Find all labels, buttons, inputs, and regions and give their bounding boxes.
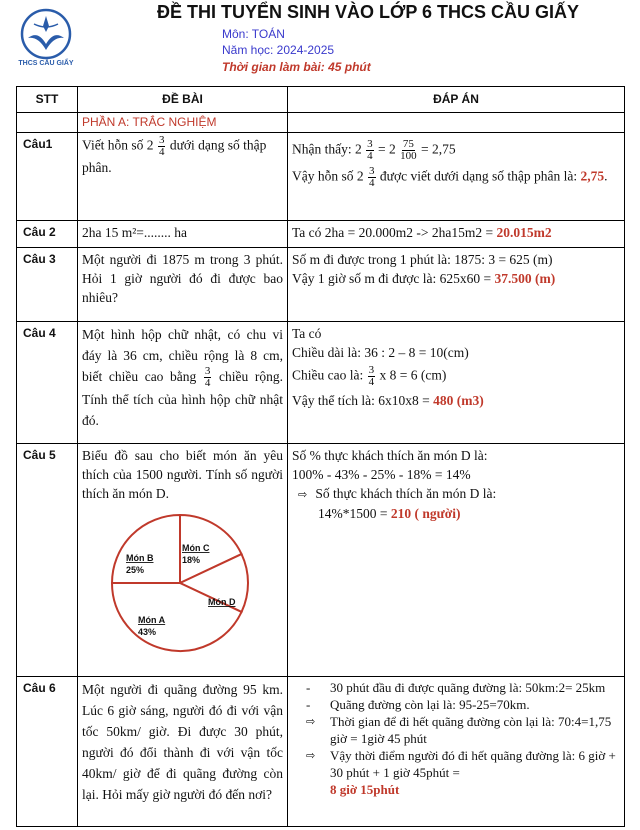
pie-slice-value: 18% (182, 555, 201, 565)
row-answer: Số m đi được trong 1 phút là: 1875: 3 = 625 (m) Vậy 1 giờ số m đi được là: 625x60 = 37.500 (m) (288, 248, 625, 322)
exam-table (16, 86, 625, 827)
section-row (17, 113, 625, 133)
table-header-row (17, 87, 625, 113)
answer-highlight: 37.500 (m) (494, 271, 556, 286)
pie-slice (112, 515, 180, 583)
row-answer: Số % thực khách thích ăn món D là: 100% - 43% - 25% - 18% = 14% ⇨ Số thực khách thích ăn món D là: 14%*1500 = 210 ( người) (288, 444, 625, 677)
pie-slice-label: Món D (208, 597, 236, 607)
table-row (17, 221, 625, 248)
answer-highlight: 210 ( người) (390, 506, 461, 521)
header-stt: STT (17, 87, 78, 113)
answer-highlight: 20.015m2 (496, 225, 552, 240)
row-answer: Nhận thấy: 2 $\frac{3}{4}$ = 2 $\frac{75}{100}$ = 2,75 Vậy hỗn số 2 $\frac{3}{4}$ được viết dưới dạng số thập phân là: 2,75. (288, 133, 625, 221)
row-question: Một người đi quãng đường 95 km. Lúc 6 giờ sáng, người đó đi với vận tốc 50km/ giờ. Đi được 30 phút, người đó đổi thành đi với vận tốc 40km/ giờ để đi quãng đường còn lại. Hỏi mấy giờ người đó đến nơi? (78, 677, 288, 827)
arrow-right-icon: ⇨ (298, 488, 308, 501)
answer-highlight: 2,75 (580, 168, 605, 184)
pie-slice-label: Món A (138, 615, 166, 625)
answer-highlight: 8 giờ 15phút (330, 782, 400, 797)
duration-label: Thời gian làm bài: 45 phút (222, 60, 371, 74)
row-question: Viết hỗn số 2 $\frac{3}{4}$ dưới dạng số thập phân. (78, 133, 288, 221)
table-row (17, 444, 625, 677)
row-answer: Ta có Chiều dài là: 36 : 2 – 8 = 10(cm) Chiều cao là: $\frac{3}{4}$ x 8 = 6 (cm) Vậy thể tích là: 6x10x8 = 480 (m3) (288, 322, 625, 444)
header-question: ĐỀ BÀI (78, 87, 288, 113)
row-stt: Câu 6 (17, 677, 78, 827)
pie-slice-label: Món B (126, 553, 154, 563)
pie-chart (88, 511, 288, 661)
row-stt: Câu 4 (17, 322, 78, 444)
list-item: - Quãng đường còn lại là: 95-25=70km. (306, 697, 530, 712)
pie-slice-value: 43% (138, 627, 157, 637)
logo-text: THCS CẦU GIẤY (18, 60, 74, 67)
table-row (17, 322, 625, 444)
table-row (17, 677, 625, 827)
fraction: $\frac{3}{4}$ (158, 134, 165, 158)
list-item: - 30 phút đầu đi được quãng đường là: 50km:2= 25km (306, 680, 606, 695)
section-a-title: PHẦN A: TRẮC NGHIỆM (78, 113, 288, 133)
row-stt: Câu1 (17, 133, 78, 221)
row-answer: Ta có 2ha = 20.000m2 -> 2ha15m2 = 20.015m2 (288, 221, 625, 248)
header-answer: ĐÁP ÁN (288, 87, 625, 113)
row-question: Một người đi 1875 m trong 3 phút. Hỏi 1 giờ người đó đi được bao nhiêu? (78, 248, 288, 322)
table-row (17, 248, 625, 322)
pie-slice-value: 25% (126, 565, 145, 575)
answer-highlight: 480 (m3) (433, 393, 484, 408)
arrow-right-icon: ⇨ (306, 715, 316, 728)
answer-list (292, 679, 620, 781)
table-row (17, 133, 625, 221)
row-question: Một hình hộp chữ nhật, có chu vi đáy là 36 cm, chiều rộng là 8 cm, biết chiều cao bằng $\frac{3}{4}$ chiều rộng. Tính thể tích của hình hộp chữ nhật đó. (78, 322, 288, 444)
subject-label: Môn: TOÁN (222, 27, 285, 41)
page-title: ĐỀ THI TUYỂN SINH VÀO LỚP 6 THCS CẦU GIẤY (156, 2, 580, 22)
year-label: Năm học: 2024-2025 (222, 43, 335, 57)
row-question: Biểu đồ sau cho biết món ăn yêu thích của 1500 người. Tính số người thích ăn món D. Món A 43% Món B 25% Món C 18% Món D (78, 444, 288, 677)
list-item: ⇨ Thời gian để đi hết quãng đường còn lại là: 70:4=1,75 giờ = 1giờ 45 phút (306, 714, 612, 746)
pie-slice-label: Món C (182, 543, 210, 553)
row-stt: Câu 5 (17, 444, 78, 677)
row-stt: Câu 3 (17, 248, 78, 322)
arrow-right-icon: ⇨ (306, 749, 316, 762)
row-question: 2ha 15 m²=........ ha (78, 221, 288, 248)
list-item: ⇨ Vậy thời điểm người đó đi hết quãng đường là: 6 giờ + 30 phút + 1 giờ 45phút = (306, 748, 616, 780)
row-answer (288, 677, 625, 827)
row-stt: Câu 2 (17, 221, 78, 248)
